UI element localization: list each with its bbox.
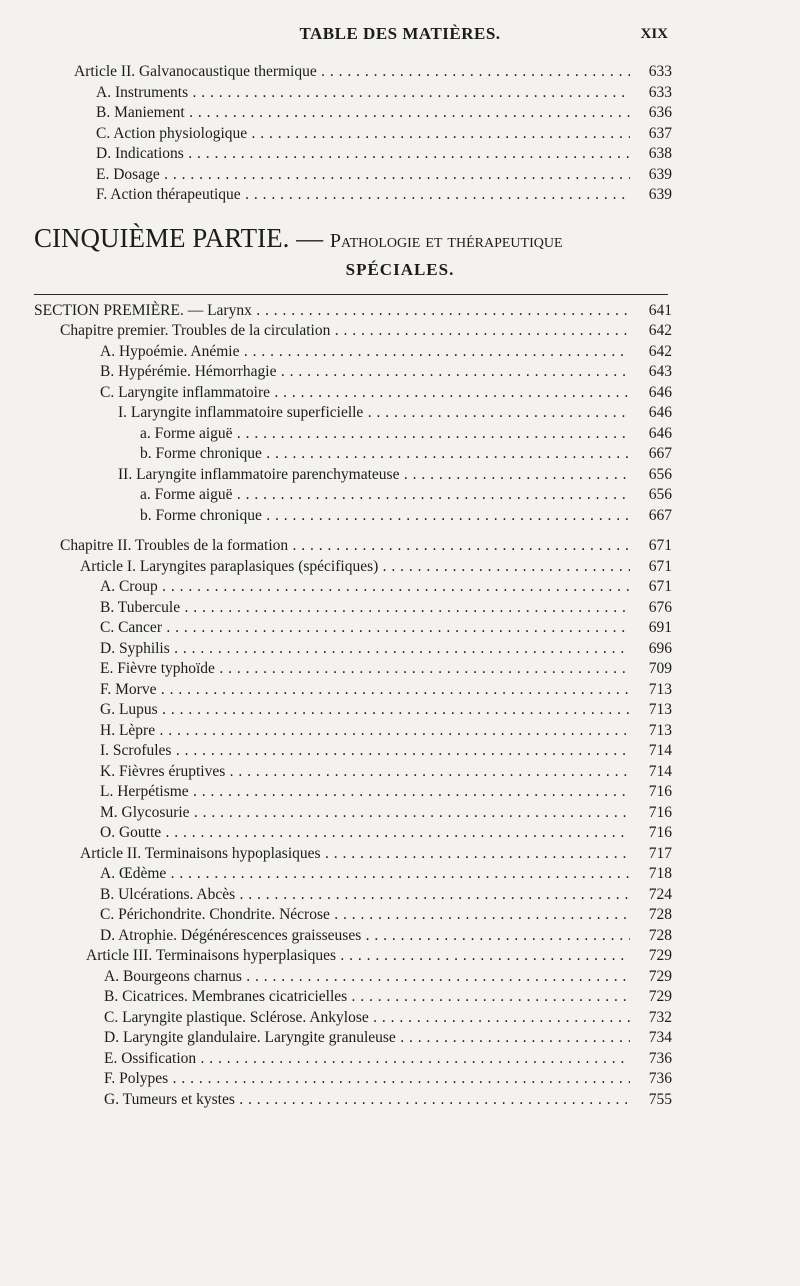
toc-entry <box>0 424 800 445</box>
toc-page: 713 <box>648 721 672 739</box>
toc-label: H. Lèpre . . . <box>100 721 630 742</box>
toc-page: 729 <box>648 988 672 1005</box>
toc-entry <box>0 823 800 844</box>
toc-page: 671 <box>648 557 672 575</box>
toc-label: A. Œdème . . . <box>100 864 630 885</box>
toc-entry <box>0 362 800 383</box>
toc-entry <box>0 762 800 783</box>
toc-page: 696 <box>648 639 672 657</box>
toc-page: 713 <box>648 680 672 698</box>
running-header <box>0 24 800 52</box>
toc-label: Article II. Galvanocaustique thermique . . . <box>74 62 630 83</box>
toc-page: 667 <box>648 445 672 462</box>
toc-label: C. Action physiologique . . . <box>96 124 630 145</box>
toc-entry <box>0 83 800 104</box>
toc-page: 709 <box>648 660 672 677</box>
toc-page: 633 <box>648 63 672 80</box>
toc-page: 717 <box>648 844 672 862</box>
toc-page: 732 <box>648 1008 672 1026</box>
toc-entry <box>0 905 800 926</box>
toc-label: I. Laryngite inflammatoire superficielle . . . <box>118 403 630 424</box>
toc-label: B. Tubercule . . . <box>100 598 630 619</box>
toc-label: A. Instruments . . . <box>96 83 630 104</box>
toc-label: B. Ulcérations. Abcès . . . <box>100 885 630 906</box>
toc-page: 734 <box>648 1029 672 1046</box>
toc-label: B. Cicatrices. Membranes cicatricielles . . . <box>104 987 630 1008</box>
chapter-entry <box>0 536 800 557</box>
toc-label: SECTION PREMIÈRE. — Larynx . . . <box>34 301 630 322</box>
toc-entry <box>0 803 800 824</box>
spacer <box>0 526 800 536</box>
toc-label: C. Laryngite plastique. Sclérose. Ankylose . . . <box>104 1008 630 1029</box>
toc-page: 656 <box>648 486 672 503</box>
toc-entry <box>0 1028 800 1049</box>
toc-entry <box>0 967 800 988</box>
article-entry <box>0 557 800 578</box>
toc-page: 716 <box>648 803 672 821</box>
toc-label: E. Fièvre typhoïde . . . <box>100 659 630 680</box>
toc-entry <box>0 598 800 619</box>
article-entry <box>0 946 800 967</box>
toc-page: 713 <box>648 701 672 718</box>
toc-label: b. Forme chronique . . . <box>140 444 630 465</box>
part-heading <box>0 220 800 256</box>
toc-label: A. Hypoémie. Anémie . . . <box>100 342 630 363</box>
toc-page: 676 <box>648 598 672 616</box>
toc-page: 636 <box>648 104 672 121</box>
section-divider <box>34 294 668 295</box>
toc-entry <box>0 1090 800 1111</box>
toc-page: 718 <box>648 865 672 882</box>
toc-entry <box>0 185 800 206</box>
toc-entry <box>0 700 800 721</box>
toc-label: C. Cancer . . . <box>100 618 630 639</box>
part-title: CINQUIÈME PARTIE. — <box>34 222 324 253</box>
toc-page: 716 <box>648 824 672 841</box>
toc-label: D. Indications . . . <box>96 144 630 165</box>
toc-label: O. Goutte . . . <box>100 823 630 844</box>
toc-label: E. Dosage . . . <box>96 165 630 186</box>
toc-label: D. Atrophie. Dégénérescences graisseuses . . . <box>100 926 630 947</box>
chapter-label: Chapitre premier. Troubles de la circulation . . . <box>60 321 630 342</box>
toc-entry <box>0 885 800 906</box>
toc-label: M. Glycosurie . . . <box>100 803 630 824</box>
toc-entry <box>0 342 800 363</box>
toc-page: 643 <box>648 363 672 380</box>
toc-label: G. Tumeurs et kystes . . . <box>104 1090 630 1111</box>
toc-entry <box>0 618 800 639</box>
toc-page: 641 <box>648 301 672 319</box>
toc-page: 714 <box>648 762 672 780</box>
toc-entry <box>0 1008 800 1029</box>
section-entry <box>0 301 800 322</box>
toc-page: 691 <box>648 619 672 636</box>
toc-page: 639 <box>648 165 672 183</box>
toc-label: D. Syphilis . . . <box>100 639 630 660</box>
article-label: Article III. Terminaisons hyperplasiques . . . <box>86 946 630 967</box>
toc-page: 736 <box>648 1049 672 1067</box>
toc-entry <box>0 782 800 803</box>
toc-page: 729 <box>648 947 672 964</box>
toc-label: B. Maniement . . . <box>96 103 630 124</box>
toc-entry <box>0 659 800 680</box>
running-title: TABLE DES MATIÈRES. <box>299 24 501 43</box>
toc-page: 728 <box>648 906 672 923</box>
toc-page: 646 <box>648 424 672 442</box>
toc-label: C. Périchondrite. Chondrite. Nécrose . . . <box>100 905 630 926</box>
toc-label: K. Fièvres éruptives . . . <box>100 762 630 783</box>
toc-page: 639 <box>648 186 672 203</box>
toc-label: D. Laryngite glandulaire. Laryngite granuleuse . . . <box>104 1028 630 1049</box>
toc-page: 646 <box>648 404 672 421</box>
toc-entry <box>0 577 800 598</box>
chapter-entry <box>0 321 800 342</box>
toc-page: 736 <box>648 1070 672 1087</box>
chapter-label: Chapitre II. Troubles de la formation . . . <box>60 536 630 557</box>
toc-label: C. Laryngite inflammatoire . . . <box>100 383 630 404</box>
toc-entry <box>0 639 800 660</box>
toc-label: b. Forme chronique . . . <box>140 506 630 527</box>
toc-entry <box>0 506 800 527</box>
article-label: Article II. Terminaisons hypoplasiques . . . <box>80 844 630 865</box>
toc-entry <box>0 1069 800 1090</box>
toc-entry <box>0 680 800 701</box>
toc-label: A. Bourgeons charnus . . . <box>104 967 630 988</box>
toc-entry <box>0 165 800 186</box>
toc-label: A. Croup . . . <box>100 577 630 598</box>
toc-entry <box>0 1049 800 1070</box>
toc-entry <box>0 444 800 465</box>
toc-page: 637 <box>648 124 672 142</box>
toc-page: 714 <box>648 742 672 759</box>
page-folio: XIX <box>640 26 668 42</box>
toc-entry <box>0 124 800 145</box>
toc-page: 667 <box>648 506 672 524</box>
toc-label: F. Morve . . . <box>100 680 630 701</box>
toc-page: 729 <box>648 967 672 985</box>
toc-label: II. Laryngite inflammatoire parenchymateuse . . . <box>118 465 630 486</box>
toc-page: 671 <box>648 537 672 554</box>
toc-entry <box>0 485 800 506</box>
toc-label: a. Forme aiguë . . . <box>140 485 630 506</box>
toc-page: 716 <box>648 783 672 800</box>
toc-label: I. Scrofules . . . <box>100 741 630 762</box>
toc-page: 633 <box>648 83 672 101</box>
toc-page: 671 <box>648 578 672 595</box>
toc-entry <box>0 144 800 165</box>
toc-entry <box>0 403 800 424</box>
part-subtitle-line2: SPÉCIALES. <box>345 259 455 279</box>
part-subtitle: Pathologie et thérapeutique <box>329 229 563 252</box>
table-of-contents <box>0 62 800 1110</box>
toc-page: 642 <box>648 322 672 339</box>
toc-page: 638 <box>648 145 672 162</box>
toc-entry <box>0 103 800 124</box>
toc-label: F. Action thérapeutique . . . <box>96 185 630 206</box>
toc-entry <box>0 465 800 486</box>
toc-entry <box>0 721 800 742</box>
article-entry <box>0 844 800 865</box>
toc-label: G. Lupus . . . <box>100 700 630 721</box>
toc-entry <box>0 62 800 83</box>
article-label: Article I. Laryngites paraplasiques (spécifiques) . . . <box>80 557 630 578</box>
toc-page: 656 <box>648 465 672 483</box>
toc-page: 728 <box>648 926 672 944</box>
toc-label: L. Herpétisme . . . <box>100 782 630 803</box>
toc-page: 646 <box>648 383 672 401</box>
toc-entry <box>0 926 800 947</box>
toc-entry <box>0 987 800 1008</box>
toc-page: 724 <box>648 885 672 903</box>
toc-label: a. Forme aiguë . . . <box>140 424 630 445</box>
toc-entry <box>0 383 800 404</box>
toc-entry <box>0 864 800 885</box>
toc-page: 642 <box>648 342 672 360</box>
toc-entry <box>0 741 800 762</box>
toc-label: E. Ossification . . . <box>104 1049 630 1070</box>
toc-page: 755 <box>648 1090 672 1108</box>
toc-label: F. Polypes . . . <box>104 1069 630 1090</box>
toc-label: B. Hypérémie. Hémorrhagie . . . <box>100 362 630 383</box>
